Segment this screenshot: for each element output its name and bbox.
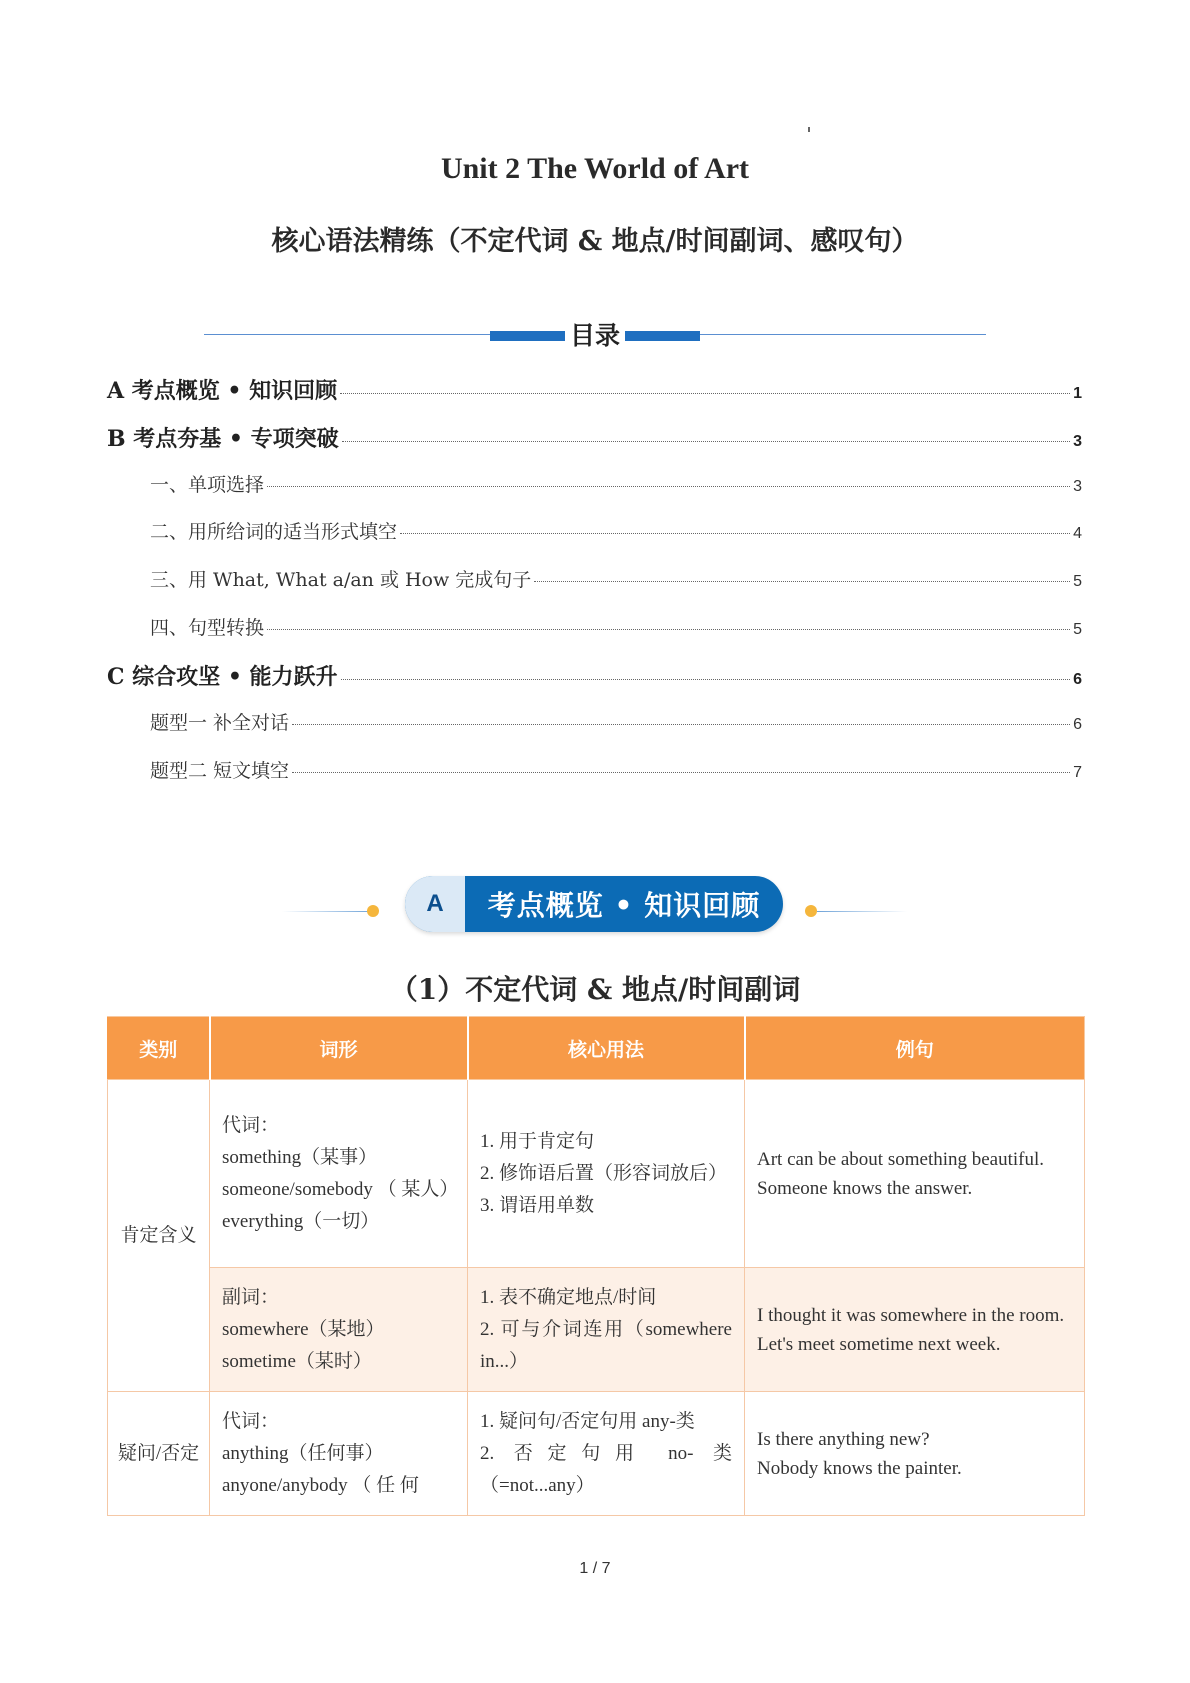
forms-cell (210, 1268, 468, 1392)
toc-entry-page: 4 (1073, 525, 1082, 542)
cell-line: 代词： (222, 1410, 280, 1432)
toc-heading-rule-right (700, 334, 986, 335)
usage-cell (468, 1268, 745, 1392)
toc-leader-dots (534, 581, 1070, 582)
cell-line: anyone/anybody （ 任 何 (222, 1474, 419, 1496)
examples-cell (745, 1080, 1085, 1268)
table-row (108, 1080, 1085, 1268)
cell-line: 2. 修饰语后置（形容词放后） (480, 1162, 728, 1184)
banner-dot-right (805, 905, 817, 917)
table-row (108, 1392, 1085, 1516)
toc-entry-b2[interactable] (150, 517, 1082, 544)
cell-line: Art can be about something beautiful. (757, 1148, 1045, 1170)
cell-line: somewhere（某地） (222, 1318, 385, 1340)
table-row (108, 1268, 1085, 1392)
cell-line: I thought it was somewhere in the room. (757, 1304, 1065, 1326)
toc-entry-label: 一、单项选择 (150, 474, 265, 496)
toc-heading-rule-left (204, 334, 490, 335)
banner-text: 考点概览 • 知识回顾 (487, 889, 761, 922)
toc-entry-b3[interactable] (150, 565, 1082, 592)
cell-line: 副词： (222, 1286, 280, 1308)
usage-cell (468, 1392, 745, 1516)
toc-heading-bar-left (490, 331, 565, 341)
cell-line: 1. 疑问句/否定句用 any-类 (480, 1410, 695, 1432)
cell-line: Is there anything new? (757, 1428, 930, 1450)
banner-letter: A (405, 876, 465, 932)
toc-entry-b1[interactable] (150, 470, 1082, 497)
toc-entry-a[interactable] (107, 374, 1082, 405)
cell-line: something（某事） (222, 1146, 378, 1168)
cell-line: 2. 否定句用 no- 类（=not...any） (480, 1442, 732, 1496)
toc-leader-dots (267, 629, 1070, 630)
toc-entry-label: 四、句型转换 (150, 617, 265, 639)
toc-entry-label: 题型二 短文填空 (150, 760, 290, 782)
cell-line: someone/somebody （ 某人） (222, 1178, 459, 1200)
category-cell: 肯定含义 (108, 1080, 210, 1392)
toc-leader-dots (400, 533, 1070, 534)
toc-entry-label: C 综合攻坚 • 能力跃升 (107, 664, 338, 690)
toc-entry-label: B 考点夯基 • 专项突破 (107, 426, 339, 452)
subtitle: 核心语法精练（不定代词 & 地点/时间副词、感叹句） (271, 226, 919, 257)
table-header-cell: 例句 (745, 1017, 1085, 1080)
toc-heading-bar-right (625, 331, 700, 341)
examples-cell (745, 1268, 1085, 1392)
table-header-cell: 词形 (210, 1017, 468, 1080)
banner-rule-left (282, 911, 372, 912)
page-indicator: 1 / 7 (579, 1560, 611, 1577)
cell-line: sometime（某时） (222, 1350, 372, 1372)
category-cell: 疑问/否定 (108, 1392, 210, 1516)
toc-leader-dots (267, 486, 1070, 487)
toc-leader-dots (292, 772, 1070, 773)
forms-cell (210, 1080, 468, 1268)
cell-line: 3. 谓语用单数 (480, 1194, 595, 1216)
unit-title: Unit 2 The World of Art (440, 152, 750, 185)
cell-line: 2. 可与介词连用（somewhere in...） (480, 1318, 732, 1372)
grammar-table (107, 1016, 1085, 1516)
toc-leader-dots (342, 441, 1070, 442)
cell-line: Let's meet sometime next week. (757, 1333, 1001, 1355)
stray-mark (808, 127, 810, 132)
toc-entry-page: 6 (1073, 671, 1082, 688)
toc-entry-label: 题型一 补全对话 (150, 712, 290, 734)
toc-entry-page: 6 (1073, 716, 1082, 733)
cell-line: everything（一切） (222, 1210, 380, 1232)
toc-entry-page: 3 (1073, 478, 1082, 495)
toc-entry-page: 7 (1073, 764, 1082, 781)
toc-entry-c[interactable] (107, 660, 1082, 691)
table-header-row (108, 1017, 1085, 1080)
forms-cell (210, 1392, 468, 1516)
examples-cell (745, 1392, 1085, 1516)
toc-entry-b[interactable] (107, 422, 1082, 453)
table-header-cell: 类别 (108, 1017, 210, 1080)
toc-entry-label: 二、用所给词的适当形式填空 (150, 521, 398, 543)
toc-entry-page: 3 (1073, 433, 1082, 450)
toc-entry-page: 1 (1073, 385, 1082, 402)
toc-entry-label: A 考点概览 • 知识回顾 (107, 378, 338, 404)
toc-leader-dots (341, 679, 1071, 680)
toc-entry-page: 5 (1073, 621, 1082, 638)
usage-cell (468, 1080, 745, 1268)
cell-line: 代词： (222, 1114, 280, 1136)
toc-leader-dots (340, 393, 1070, 394)
toc-entry-label: 三、用 What, What a/an 或 How 完成句子 (150, 569, 532, 591)
toc-entry-c2[interactable] (150, 756, 1082, 783)
toc-heading: 目录 (569, 321, 620, 350)
banner-dot-left (367, 905, 379, 917)
cell-line: 1. 表不确定地点/时间 (480, 1286, 657, 1308)
cell-line: 1. 用于肯定句 (480, 1130, 595, 1152)
table-header-cell: 核心用法 (468, 1017, 745, 1080)
toc-entry-c1[interactable] (150, 708, 1082, 735)
section-title: （1）不定代词 & 地点/时间副词 (389, 973, 801, 1006)
toc-leader-dots (292, 724, 1070, 725)
cell-line: anything（任何事） (222, 1442, 384, 1464)
section-a-banner (405, 876, 783, 932)
toc-entry-b4[interactable] (150, 613, 1082, 640)
cell-line: Someone knows the answer. (757, 1177, 973, 1199)
cell-line: Nobody knows the painter. (757, 1457, 962, 1479)
toc-entry-page: 5 (1073, 573, 1082, 590)
banner-rule-right (817, 911, 907, 912)
